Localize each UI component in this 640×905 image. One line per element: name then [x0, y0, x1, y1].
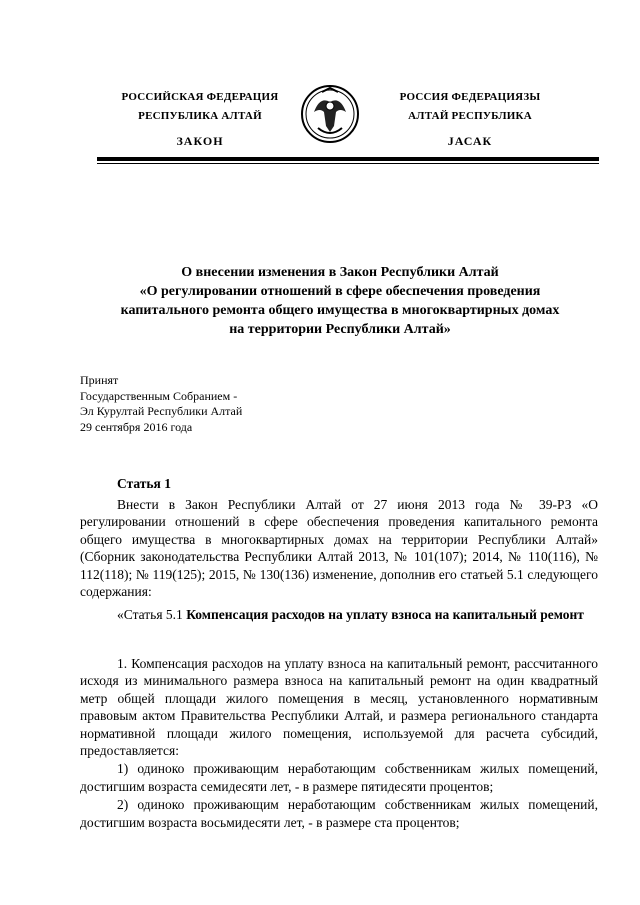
list-item-1: 1) одиноко проживающим неработающим собственникам жилых помещений, достигшим возраста семидесяти лет, - в размере пятидесяти процентов; [80, 761, 598, 794]
title-line-1: О внесении изменения в Закон Республики Алтай [181, 265, 499, 280]
new-article-heading [80, 606, 598, 623]
paragraph-1: 1. Компенсация расходов на уплату взноса на капитальный ремонт, рассчитанного исходя из минимального размера взноса на капитальный ремонт на один квадратный метр общей площади жилого помещения в месяц, установленного нормативным правовым актом Правительства Республики Алтай, и размера регионального стандарта нормативной площади жилого помещения, используемой для расчета субсидий, предоставляется: [80, 656, 598, 759]
header-divider-thin [97, 163, 599, 164]
header-right-country: РОССИЯ ФЕДЕРАЦИЯЗЫ [399, 91, 541, 103]
title-line-2: «О регулировании отношений в сфере обеспечения проведения [139, 284, 541, 299]
article-intro-text: Внести в Закон Республики Алтай от 27 июня 2013 года № 39-РЗ «О регулировании отношений в сфере обеспечения проведения капитального ремонта общего имущества в многоквартирных домах на территории Республики Алтай» (Сборник законодательства Республики Алтай 2013, № 101(107); 2014, № 110(116), № 112(118); № 119(125); 2015, № 130(136) изменение, дополнив его статьей 5.1 следующего содержания: [80, 497, 598, 600]
article-heading: Статья 1 [117, 476, 171, 491]
list-item-2: 2) одиноко проживающим неработающим собственникам жилых помещений, достигшим возраста восьмидесяти лет, - в размере ста процентов; [80, 797, 598, 830]
title-line-4: на территории Республики Алтай» [229, 322, 451, 337]
adoption-info [80, 373, 380, 435]
article-intro [80, 496, 598, 600]
adoption-body-2: Эл Курултай Республики Алтай [80, 404, 243, 418]
header-right-republic: АЛТАЙ РЕСПУБЛИКА [408, 110, 532, 122]
header-divider-thick [97, 157, 599, 161]
title-line-3: капитального ремонта общего имущества в многоквартирных домах [120, 303, 560, 318]
adoption-date: 29 сентября 2016 года [80, 419, 193, 434]
adoption-body-1: Государственным Собранием - [80, 388, 238, 403]
header-left-country: РОССИЙСКАЯ ФЕДЕРАЦИЯ [121, 91, 279, 103]
new-article-title: Компенсация расходов на уплату взноса на капитальный ремонт [186, 607, 584, 622]
article-paragraphs [80, 655, 598, 832]
header-right-doc-type: JАСАК [447, 134, 493, 148]
adoption-label: Принят [80, 373, 119, 387]
new-article-prefix: «Статья 5.1 [117, 607, 183, 622]
coat-of-arms-icon [300, 82, 360, 146]
document-title [80, 263, 600, 339]
header-left-doc-type: ЗАКОН [176, 134, 224, 148]
header-left-republic: РЕСПУБЛИКА АЛТАЙ [138, 110, 262, 122]
